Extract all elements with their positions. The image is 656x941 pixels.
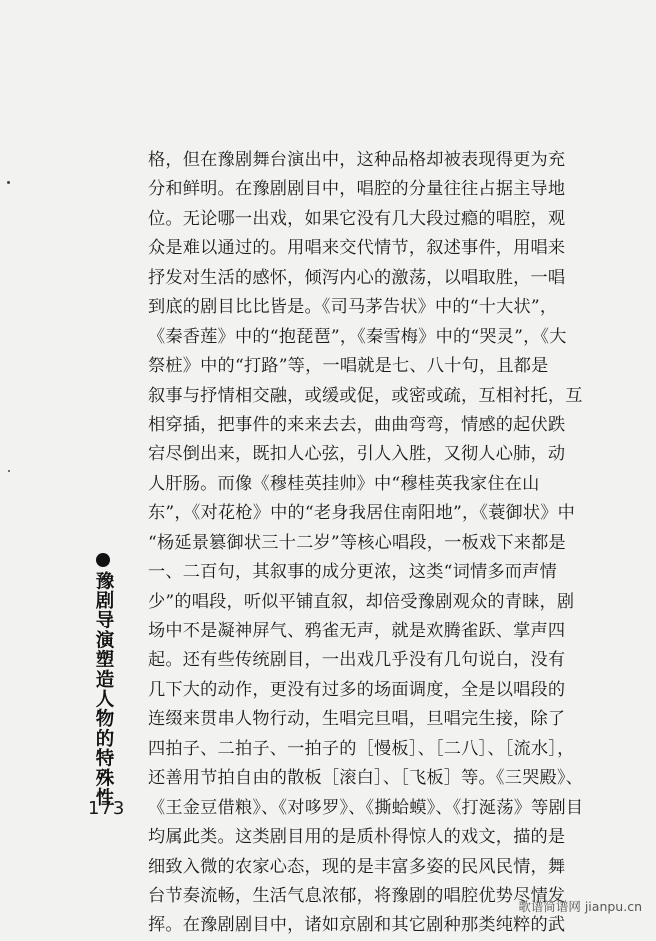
- text-line: 连缀来贯串人物行动，生唱完旦唱，旦唱完生接，除了: [148, 709, 566, 730]
- text-line: 《王金豆借粮》、《对哆罗》、《撕蛤蟆》、《打涎荡》等剧目: [148, 797, 584, 818]
- running-head: [92, 553, 116, 807]
- text-line: 一、二百句，其叙事的成分更浓，这类“词情多而声情: [148, 562, 557, 583]
- scan-speck: [7, 181, 10, 184]
- text-line: 到底的剧目比比皆是。《司马茅告状》中的“十大状”，: [148, 297, 558, 318]
- text-line: “杨延景篡御状三十二岁”等核心唱段，一板戏下来都是: [148, 532, 566, 553]
- text-line: 抒发对生活的感怀，倾泻内心的激荡，以唱取胜，一唱: [148, 267, 566, 288]
- text-line: 几下大的动作，更没有过多的场面调度，全是以唱段的: [148, 679, 566, 700]
- text-line: 宕尽倒出来，既扣人心弦，引人入胜，又彻人心肺，动: [148, 444, 566, 465]
- text-line: 少”的唱段，听似平铺直叙，却倍受豫剧观众的青睐，剧: [148, 591, 575, 612]
- text-line: 众是难以通过的。用唱来交代情节，叙述事件，用唱来: [148, 238, 566, 259]
- text-line: 分和鲜明。在豫剧剧目中，唱腔的分量往往占据主导地: [148, 179, 566, 200]
- text-line: 相穿插，把事件的来来去去，曲曲弯弯，情感的起伏跌: [148, 414, 566, 435]
- text-line: 祭桩》中的“打路”等，一唱就是七、八十句，且都是: [148, 356, 549, 377]
- text-line: 还善用节拍自由的散板［滚白］、［飞板］等。《三哭殿》、: [148, 768, 584, 789]
- text-line: 《秦香莲》中的“抱琵琶”，《秦雪梅》中的“哭灵”，《大: [148, 326, 567, 347]
- page-number: 173: [88, 798, 126, 819]
- scan-speck: [8, 470, 10, 472]
- text-line: 东”，《对花枪》中的“老身我居住南阳地”，《蓑御状》中: [148, 503, 576, 524]
- text-line: 位。无论哪一出戏，如果它没有几大段过瘾的唱腔，观: [148, 208, 566, 229]
- text-line: 细致入微的农家心态，现的是丰富多姿的民风民情，舞: [148, 856, 566, 877]
- running-head-text: 豫剧导演塑造人物的特殊性: [93, 571, 114, 808]
- text-line: 均属此类。这类剧目用的是质朴得惊人的戏文，描的是: [148, 827, 566, 848]
- bullet-dot: [96, 553, 110, 567]
- text-line: 挥。在豫剧剧目中，诸如京剧和其它剧种那类纯粹的武: [148, 915, 566, 936]
- text-line: 起。还有些传统剧目，一出戏几乎没有几句说白，没有: [148, 650, 566, 671]
- text-line: 人肝肠。而像《穆桂英挂帅》中“穆桂英我家住在山: [148, 473, 540, 494]
- text-line: 四拍子、二拍子、一拍子的［慢板］、［二八］、［流水］，: [148, 738, 575, 759]
- text-line: 格，但在豫剧舞台演出中，这种品格却被表现得更为充: [148, 150, 566, 170]
- watermark: 歌谱简谱网 jianpu.cn: [518, 899, 642, 914]
- text-line: 叙事与抒情相交融，或缓或促，或密或疏，互相衬托，互: [148, 385, 583, 406]
- body-text: [148, 146, 585, 941]
- text-line: 场中不是凝神屏气、鸦雀无声，就是欢腾雀跃、掌声四: [148, 621, 566, 641]
- text-line: 台节奏流畅，生活气息浓郁，将豫剧的唱腔优势尽情发: [148, 885, 566, 906]
